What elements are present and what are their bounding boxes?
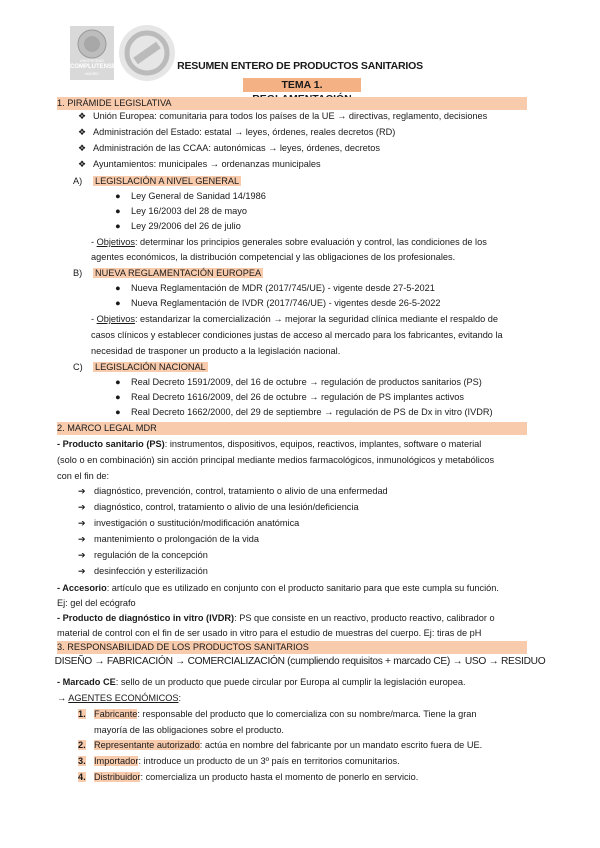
document-title: RESUMEN ENTERO DE PRODUCTOS SANITARIOS (177, 60, 423, 72)
accesorio-definition: - Accesorio: artículo que es utilizado en conjunto con el producto sanitario para que este cumpla su función. (57, 583, 499, 593)
accesorio-definition-cont: Ej: gel del ecógrafo (57, 598, 136, 608)
arrow-bullet-icon: ➔ (78, 502, 86, 512)
dot-bullet-icon: ● (115, 392, 121, 402)
agent-item-cont: mayoría de las obligaciones sobre el producto. (94, 725, 284, 735)
objectives-b-cont: necesidad de trasponer un producto a la legislación nacional. (91, 346, 341, 356)
lifecycle-flow: DISEÑO → FABRICACIÓN → COMERCIALIZACIÓN (cumpliendo requisitos + marcado CE) → USO → RESIDUO (54, 656, 546, 667)
arrow-bullet-icon: ➔ (78, 566, 86, 576)
pharmacy-logo (118, 24, 176, 82)
subsection-a-heading: A) LEGISLACIÓN A NIVEL GENERAL (73, 176, 240, 186)
objectives-b: - Objetivos: estandarizar la comercialización → mejorar la seguridad clínica mediante el respaldo de (91, 314, 499, 324)
ps-definition-cont: (solo o en combinación) sin acción principal mediante medios farmacológicos, inmunológicos y metabólicos (57, 455, 495, 465)
ucm-text-1: UNIVERSIDAD (80, 59, 104, 63)
ucm-text-2: COMPLUTENSE (70, 64, 117, 70)
tema-heading: TEMA 1. (243, 78, 361, 92)
dot-bullet-icon: ● (115, 283, 121, 293)
diamond-bullet-icon: ❖ (78, 143, 87, 153)
subsection-b-heading: B) NUEVA REGLAMENTACIÓN EUROPEA (73, 268, 262, 278)
ps-definition-cont: con el fin de: (57, 471, 110, 481)
objectives-b-cont: casos clínicos y establecer condiciones justas de acceso al mercado para los fabricantes, evitando la (91, 330, 503, 340)
arrow-bullet-icon: ➔ (78, 486, 86, 496)
dot-bullet-icon: ● (115, 377, 121, 387)
subsection-c-heading: C) LEGISLACIÓN NACIONAL (73, 362, 206, 372)
ucm-text-3: MADRID (85, 72, 99, 76)
ps-definition: - Producto sanitario (PS): instrumentos, dispositivos, equipos, reactivos, implantes, software o material (57, 439, 482, 449)
arrow-bullet-icon: ➔ (78, 518, 86, 528)
dot-bullet-icon: ● (115, 191, 121, 201)
arrow-bullet-icon: ➔ (78, 534, 86, 544)
ce-definition: - Marcado CE: sello de un producto que puede circular por Europa al cumplir la legislación europea. (57, 677, 466, 687)
section-3-heading: 3. RESPONSABILIDAD DE LOS PRODUCTOS SANITARIOS (57, 641, 527, 654)
dot-bullet-icon: ● (115, 221, 121, 231)
dot-bullet-icon: ● (115, 407, 121, 417)
ivd-definition: - Producto de diagnóstico in vitro (IVDR): PS que consiste en un reactivo, producto reactivo, calibrador o (57, 613, 495, 623)
ivd-definition-cont: material de control con el fin de ser usado in vitro para el estudio de muestras del cuerpo. Ej: tiras de pH (57, 628, 482, 638)
dot-bullet-icon: ● (115, 206, 121, 216)
section-1-heading: 1. PIRÁMIDE LEGISLATIVA (57, 97, 527, 110)
section-2-heading: 2. MARCO LEGAL MDR (57, 422, 527, 435)
dot-bullet-icon: ● (115, 298, 121, 308)
agents-heading: → AGENTES ECONÓMICOS: (57, 693, 182, 703)
objectives-a-cont: agentes económicos, la distribución competencial y las obligaciones de los profesionales. (91, 252, 456, 262)
diamond-bullet-icon: ❖ (78, 111, 87, 121)
diamond-bullet-icon: ❖ (78, 127, 87, 137)
diamond-bullet-icon: ❖ (78, 159, 87, 169)
objectives-a: - Objetivos: determinar los principios generales sobre evaluación y control, las condiciones de los (91, 237, 487, 247)
arrow-bullet-icon: ➔ (78, 550, 86, 560)
